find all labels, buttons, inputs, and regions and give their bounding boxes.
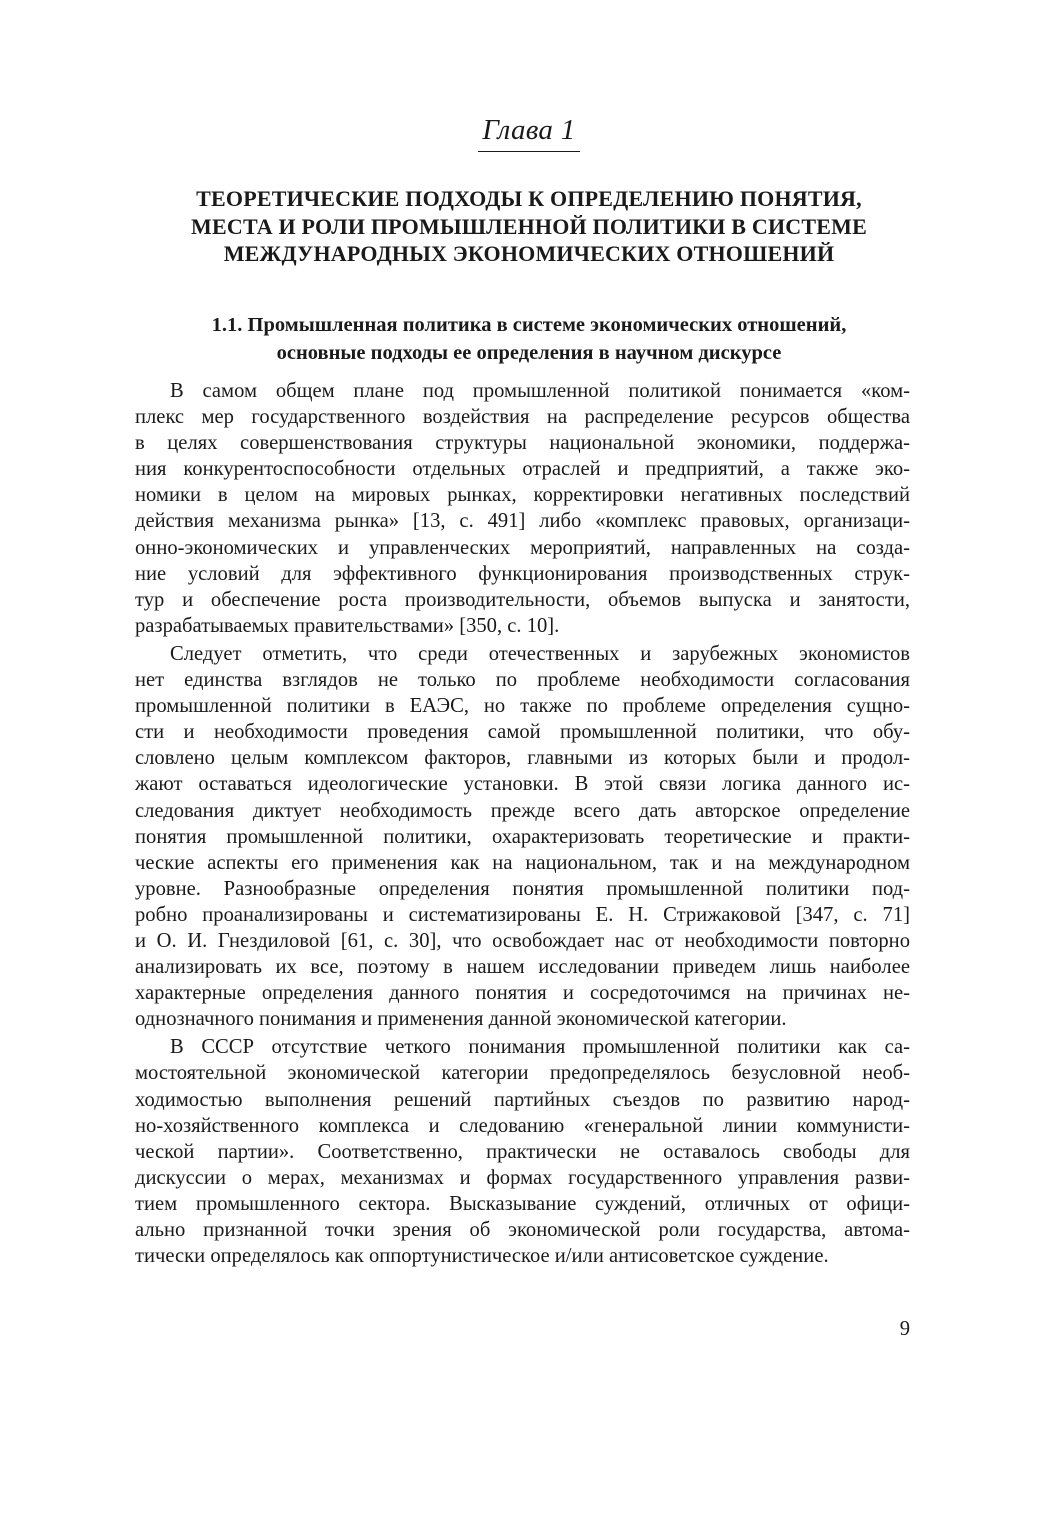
paragraph-line: ально признанной точки зрения об экономической роли государства, автома-	[135, 1219, 910, 1241]
paragraph-line: жают оставаться идеологические установки. В этой связи логика данного ис-	[135, 773, 910, 796]
section-title-line: 1.1. Промышленная политика в системе экономических отношений,	[211, 314, 847, 336]
paragraph-line: ния конкурентоспособности отдельных отраслей и предприятий, а также эко-	[135, 458, 910, 481]
paragraph-line: словлено целым комплексом факторов, главными из которых были и продол-	[135, 747, 910, 770]
paragraph-line: плекс мер государственного воздействия на распределение ресурсов общества	[135, 406, 910, 429]
chapter-title	[120, 185, 938, 268]
paragraph-line: понятия промышленной политики, охарактеризовать теоретические и практи-	[135, 825, 910, 848]
chapter-title-line: МЕЖДУНАРОДНЫХ ЭКОНОМИЧЕСКИХ ОТНОШЕНИЙ	[223, 241, 835, 266]
paragraph-line: В самом общем плане под промышленной политикой понимается «ком-	[170, 380, 910, 402]
paragraph-line: ние условий для эффективного функционирования производственных струк-	[135, 562, 910, 585]
paragraph-line: анализировать их все, поэтому в нашем исследовании приведем лишь наиболее	[135, 956, 910, 979]
paragraph-line: ческой партии». Соответственно, практически не оставалось свободы для	[135, 1140, 910, 1163]
paragraph-line: номики в целом на мировых рынках, корректировки негативных последствий	[135, 484, 910, 507]
paragraph-line: тур и обеспечение роста производительности, объемов выпуска и занятости,	[135, 588, 910, 611]
paragraph-line: в целях совершенствования структуры национальной экономики, поддержа-	[135, 432, 910, 455]
paragraph-line: и О. И. Гнездиловой [61, с. 30], что освобождает нас от необходимости повторно	[135, 929, 910, 952]
paragraph-line: робно проанализированы и систематизированы Е. Н. Стрижаковой [347, с. 71]	[135, 903, 910, 926]
paragraph-line: онно-экономических и управленческих мероприятий, направленных на созда-	[135, 536, 910, 559]
section-title-line: основные подходы ее определения в научном дискурсе	[276, 342, 782, 364]
chapter-label-text: Глава 1	[478, 114, 579, 152]
paragraph-line: ческие аспекты его применения как на национальном, так и на международном	[135, 851, 910, 874]
paragraph-line: В СССР отсутствие четкого понимания промышленной политики как са-	[170, 1036, 910, 1059]
chapter-label	[0, 114, 1058, 152]
paragraph-line: тически определялось как оппортунистическое и/или антисоветское суждение.	[135, 1245, 829, 1268]
paragraph-line: разрабатываемых правительствами» [350, с. 10].	[135, 614, 560, 637]
paragraph-line: тием промышленного сектора. Высказывание суждений, отличных от офици-	[135, 1192, 910, 1215]
paragraph	[135, 378, 910, 639]
page-number: 9	[899, 1318, 910, 1340]
paragraph-line: Следует отметить, что среди отечественных и зарубежных экономистов	[170, 642, 910, 665]
paragraph-line: мостоятельной экономической категории предопределялось безусловной необ-	[135, 1062, 910, 1085]
paragraph-line: ходимостью выполнения решений партийных съездов по развитию народ-	[135, 1088, 910, 1111]
paragraph-line: следования диктует необходимость прежде всего дать авторское определение	[135, 799, 910, 822]
paragraph-line: действия механизма рынка» [13, с. 491] либо «комплекс правовых, организаци-	[135, 510, 910, 533]
paragraph	[135, 1034, 910, 1269]
paragraph	[135, 641, 910, 1032]
paragraph-line: однозначного понимания и применения данной экономической категории.	[135, 1008, 787, 1031]
paragraph-line: дискуссии о мерах, механизмах и формах государственного управления разви-	[135, 1166, 910, 1189]
paragraph-line: характерные определения данного понятия и сосредоточимся на причинах не-	[135, 982, 910, 1005]
paragraph-line: промышленной политики в ЕАЭС, но также по проблеме определения сущно-	[135, 695, 910, 718]
paragraph-line: уровне. Разнообразные определения понятия промышленной политики под-	[135, 877, 910, 900]
chapter-title-line: ТЕОРЕТИЧЕСКИЕ ПОДХОДЫ К ОПРЕДЕЛЕНИЮ ПОНЯТИЯ,	[196, 186, 862, 211]
body-text	[135, 378, 910, 1271]
chapter-title-line: МЕСТА И РОЛИ ПРОМЫШЛЕННОЙ ПОЛИТИКИ В СИСТЕМЕ	[191, 213, 867, 239]
paragraph-line: сти и необходимости проведения самой промышленной политики, что обу-	[135, 721, 910, 744]
section-title	[120, 311, 938, 367]
paragraph-line: но-хозяйственного комплекса и следованию «генеральной линии коммунисти-	[135, 1114, 910, 1137]
paragraph-line: нет единства взглядов не только по проблеме необходимости согласования	[135, 669, 910, 692]
